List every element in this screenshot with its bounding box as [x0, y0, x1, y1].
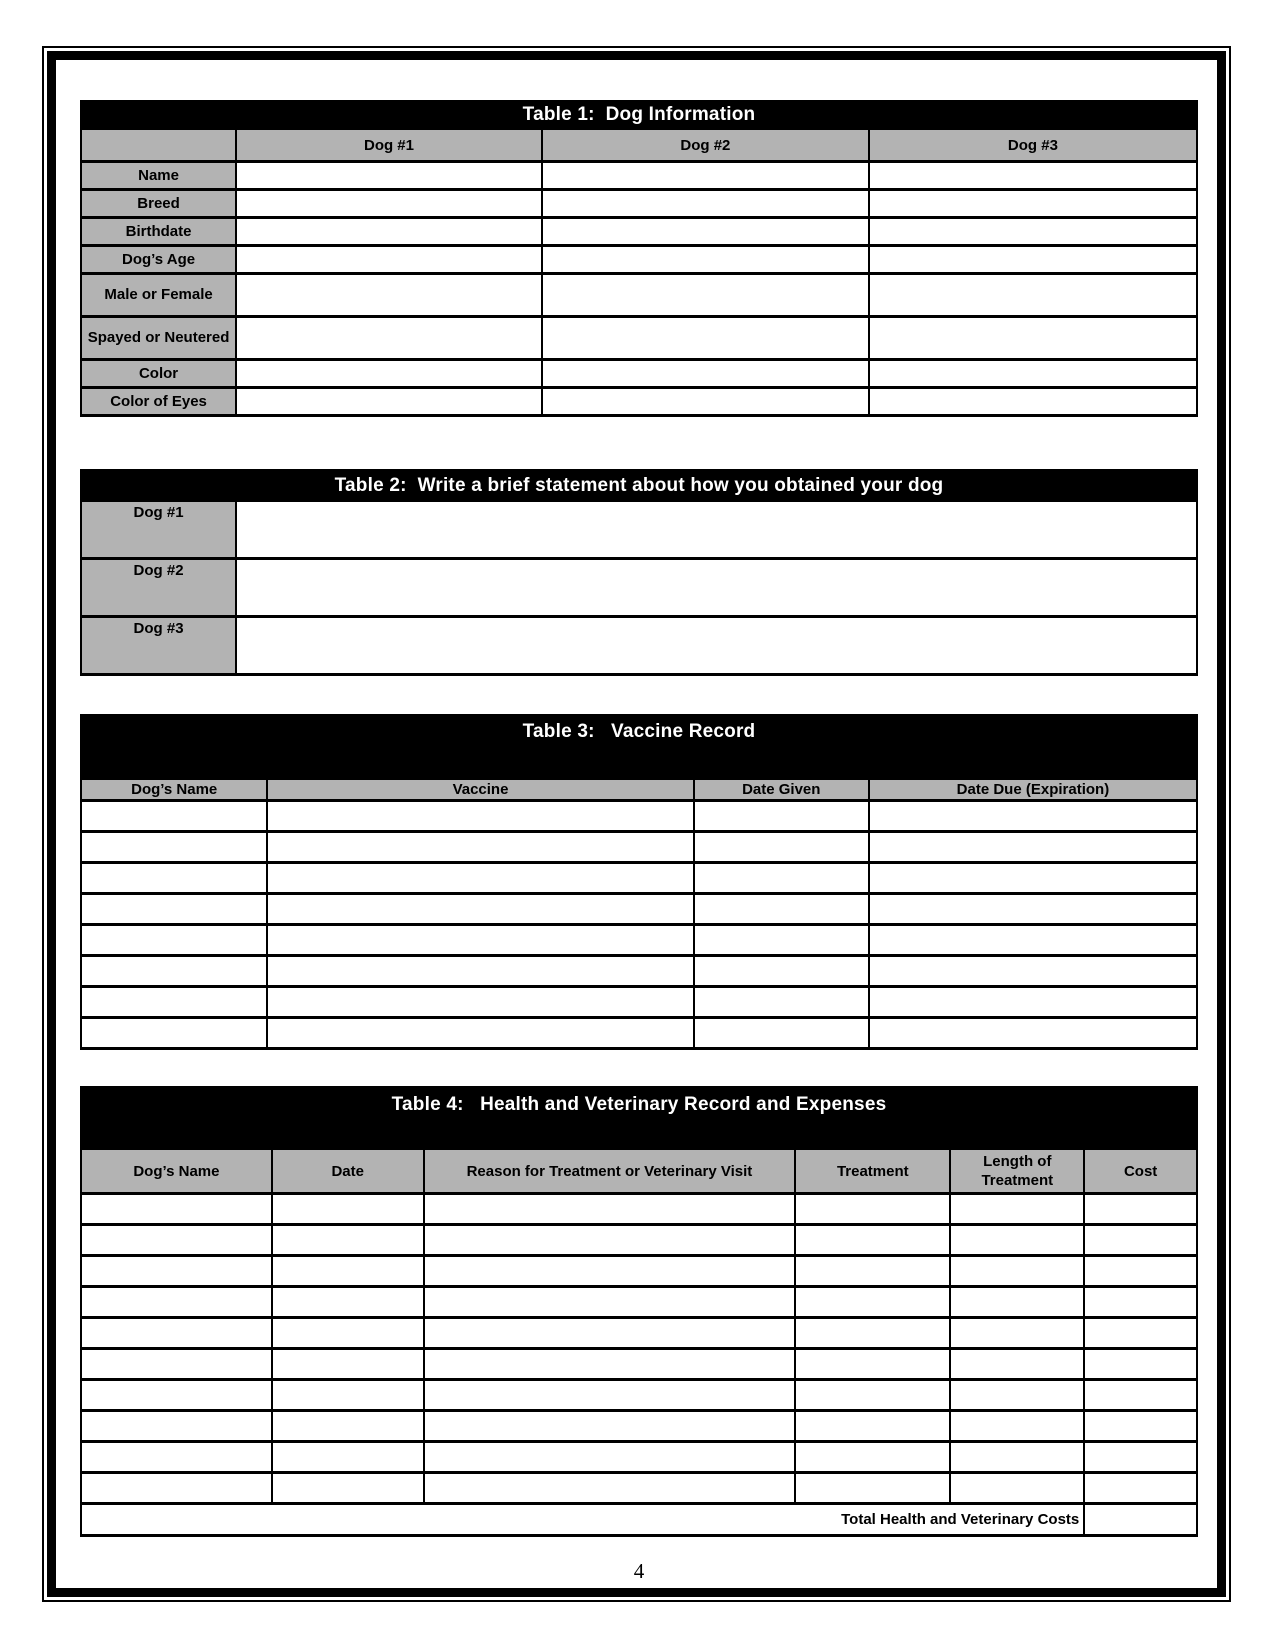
table-4-col-header: Dog’s Name	[81, 1149, 272, 1194]
table-4-total-label: Total Health and Veterinary Costs	[81, 1504, 1084, 1536]
table-3-title-row	[81, 716, 1197, 779]
table-1-empty-cell	[236, 246, 542, 274]
table-3-empty-cell	[267, 925, 693, 956]
table-3-vaccine-record	[80, 714, 1198, 1050]
table-1-empty-cell	[542, 274, 869, 317]
table-2-title-row	[81, 471, 1197, 501]
table-1-empty-cell	[236, 274, 542, 317]
table-4-empty-cell	[81, 1318, 272, 1349]
table-4-empty-cell	[424, 1473, 796, 1504]
table-3-col-header: Date Due (Expiration)	[869, 779, 1197, 801]
table-4-empty-cell	[1084, 1473, 1197, 1504]
table-4-empty-cell	[272, 1473, 424, 1504]
table-4-empty-cell	[424, 1225, 796, 1256]
table-4-row	[81, 1287, 1197, 1318]
table-3-title: Table 3: Vaccine Record	[81, 716, 1197, 779]
table-3-empty-cell	[267, 987, 693, 1018]
table-4-empty-cell	[272, 1194, 424, 1225]
table-4-empty-cell	[424, 1287, 796, 1318]
table-1-empty-cell	[869, 360, 1197, 388]
table-3-col-header: Vaccine	[267, 779, 693, 801]
table-4-total-row	[81, 1504, 1197, 1536]
table-1-empty-cell	[542, 218, 869, 246]
table-3-empty-cell	[81, 925, 267, 956]
table-1-row-label: Dog’s Age	[81, 246, 236, 274]
table-1-dog-information	[80, 100, 1198, 417]
table-4-col-header: Length of Treatment	[950, 1149, 1084, 1194]
table-1-col-header: Dog #3	[869, 129, 1197, 162]
table-2-row-label: Dog #2	[81, 559, 236, 617]
table-1-empty-cell	[869, 218, 1197, 246]
table-4-empty-cell	[81, 1349, 272, 1380]
table-4-empty-cell	[795, 1287, 950, 1318]
table-4-col-header: Reason for Treatment or Veterinary Visit	[424, 1149, 796, 1194]
table-3-empty-cell	[81, 863, 267, 894]
table-4-empty-cell	[795, 1349, 950, 1380]
table-1-row	[81, 317, 1197, 360]
table-3-empty-cell	[694, 1018, 869, 1049]
table-1-empty-cell	[236, 162, 542, 190]
table-4-empty-cell	[1084, 1318, 1197, 1349]
table-1-row	[81, 218, 1197, 246]
table-3-empty-cell	[869, 1018, 1197, 1049]
table-3-empty-cell	[267, 863, 693, 894]
table-4-empty-cell	[950, 1225, 1084, 1256]
table-3-empty-cell	[81, 987, 267, 1018]
table-4-empty-cell	[795, 1194, 950, 1225]
table-4-empty-cell	[950, 1349, 1084, 1380]
table-3-empty-cell	[81, 832, 267, 863]
table-3-row	[81, 956, 1197, 987]
table-4-health-veterinary-record	[80, 1086, 1198, 1537]
table-1-empty-cell	[869, 162, 1197, 190]
table-3-empty-cell	[81, 801, 267, 832]
table-3-row	[81, 987, 1197, 1018]
table-4-row	[81, 1473, 1197, 1504]
table-4-empty-cell	[424, 1256, 796, 1287]
table-1-corner-cell	[81, 129, 236, 162]
table-3-row	[81, 1018, 1197, 1049]
page-outer-border	[42, 46, 1231, 1602]
table-4-empty-cell	[1084, 1380, 1197, 1411]
table-1-row-label: Breed	[81, 190, 236, 218]
table-4-empty-cell	[424, 1318, 796, 1349]
table-3-empty-cell	[81, 894, 267, 925]
table-2-row	[81, 559, 1197, 617]
table-1-empty-cell	[236, 190, 542, 218]
table-3-empty-cell	[694, 987, 869, 1018]
table-4-title-row	[81, 1088, 1197, 1149]
table-2-title: Table 2: Write a brief statement about how you obtained your dog	[81, 471, 1197, 501]
table-2-how-obtained	[80, 469, 1198, 676]
table-3-col-header: Dog’s Name	[81, 779, 267, 801]
table-1-row-label: Color of Eyes	[81, 388, 236, 416]
table-2-statement-cell	[236, 617, 1197, 675]
table-1-empty-cell	[869, 274, 1197, 317]
table-3-row	[81, 894, 1197, 925]
table-1-empty-cell	[542, 190, 869, 218]
table-4-empty-cell	[795, 1256, 950, 1287]
table-3-empty-cell	[694, 956, 869, 987]
table-4-empty-cell	[424, 1411, 796, 1442]
table-4-col-header: Date	[272, 1149, 424, 1194]
table-4-empty-cell	[272, 1380, 424, 1411]
table-4-row	[81, 1349, 1197, 1380]
table-1-column-header-row	[81, 129, 1197, 162]
table-3-empty-cell	[869, 863, 1197, 894]
table-3-empty-cell	[694, 863, 869, 894]
table-3-empty-cell	[869, 987, 1197, 1018]
table-3-empty-cell	[869, 956, 1197, 987]
page-number: 4	[633, 1559, 645, 1583]
table-4-row	[81, 1194, 1197, 1225]
table-1-row	[81, 360, 1197, 388]
table-4-empty-cell	[795, 1442, 950, 1473]
table-4-empty-cell	[1084, 1225, 1197, 1256]
table-3-empty-cell	[267, 801, 693, 832]
table-3-empty-cell	[869, 801, 1197, 832]
table-4-empty-cell	[272, 1256, 424, 1287]
table-3-empty-cell	[869, 925, 1197, 956]
table-4-empty-cell	[795, 1380, 950, 1411]
table-4-empty-cell	[1084, 1194, 1197, 1225]
table-1-empty-cell	[236, 388, 542, 416]
table-1-empty-cell	[542, 317, 869, 360]
table-3-empty-cell	[267, 1018, 693, 1049]
table-2-row	[81, 617, 1197, 675]
table-4-row	[81, 1411, 1197, 1442]
table-1-empty-cell	[236, 317, 542, 360]
table-4-empty-cell	[795, 1411, 950, 1442]
table-4-empty-cell	[424, 1349, 796, 1380]
table-3-empty-cell	[81, 956, 267, 987]
table-4-empty-cell	[424, 1380, 796, 1411]
table-4-empty-cell	[81, 1194, 272, 1225]
table-4-empty-cell	[1084, 1442, 1197, 1473]
table-4-empty-cell	[272, 1442, 424, 1473]
table-4-empty-cell	[950, 1287, 1084, 1318]
table-4-row	[81, 1256, 1197, 1287]
table-1-row-label: Color	[81, 360, 236, 388]
table-4-empty-cell	[81, 1287, 272, 1318]
page-inner-border	[47, 51, 1226, 1597]
table-4-empty-cell	[795, 1225, 950, 1256]
table-4-empty-cell	[272, 1411, 424, 1442]
table-4-row	[81, 1225, 1197, 1256]
table-4-col-header: Cost	[1084, 1149, 1197, 1194]
table-4-empty-cell	[950, 1473, 1084, 1504]
table-3-empty-cell	[869, 894, 1197, 925]
table-1-col-header: Dog #2	[542, 129, 869, 162]
table-4-empty-cell	[1084, 1411, 1197, 1442]
table-1-row-label: Male or Female	[81, 274, 236, 317]
table-1-empty-cell	[542, 360, 869, 388]
table-4-empty-cell	[81, 1256, 272, 1287]
table-4-empty-cell	[81, 1411, 272, 1442]
table-4-empty-cell	[795, 1473, 950, 1504]
table-2-statement-cell	[236, 559, 1197, 617]
table-3-empty-cell	[267, 894, 693, 925]
table-4-empty-cell	[272, 1225, 424, 1256]
table-4-empty-cell	[272, 1318, 424, 1349]
table-4-empty-cell	[424, 1194, 796, 1225]
table-3-row	[81, 801, 1197, 832]
table-3-row	[81, 863, 1197, 894]
table-1-empty-cell	[869, 190, 1197, 218]
table-1-row-label: Birthdate	[81, 218, 236, 246]
table-1-row	[81, 388, 1197, 416]
table-4-empty-cell	[1084, 1349, 1197, 1380]
table-3-row	[81, 925, 1197, 956]
table-4-empty-cell	[81, 1380, 272, 1411]
table-4-empty-cell	[272, 1287, 424, 1318]
table-4-empty-cell	[950, 1256, 1084, 1287]
table-2-row	[81, 501, 1197, 559]
table-1-row-label: Name	[81, 162, 236, 190]
table-1-empty-cell	[236, 218, 542, 246]
table-3-empty-cell	[267, 832, 693, 863]
table-4-empty-cell	[950, 1411, 1084, 1442]
table-3-empty-cell	[694, 832, 869, 863]
table-3-empty-cell	[694, 894, 869, 925]
table-3-empty-cell	[81, 1018, 267, 1049]
table-4-empty-cell	[950, 1194, 1084, 1225]
table-1-title: Table 1: Dog Information	[81, 102, 1197, 129]
table-2-row-label: Dog #1	[81, 501, 236, 559]
table-4-empty-cell	[950, 1318, 1084, 1349]
table-4-col-header: Treatment	[795, 1149, 950, 1194]
table-1-empty-cell	[542, 246, 869, 274]
table-3-col-header: Date Given	[694, 779, 869, 801]
table-4-title: Table 4: Health and Veterinary Record and Expenses	[81, 1088, 1197, 1149]
table-4-empty-cell	[1084, 1256, 1197, 1287]
table-4-row	[81, 1442, 1197, 1473]
table-4-column-header-row	[81, 1149, 1197, 1194]
table-4-empty-cell	[950, 1442, 1084, 1473]
table-4-empty-cell	[81, 1442, 272, 1473]
table-3-row	[81, 832, 1197, 863]
table-2-row-label: Dog #3	[81, 617, 236, 675]
table-4-empty-cell	[424, 1442, 796, 1473]
table-1-row	[81, 246, 1197, 274]
table-4-empty-cell	[81, 1473, 272, 1504]
table-3-empty-cell	[267, 956, 693, 987]
table-1-empty-cell	[236, 360, 542, 388]
table-4-empty-cell	[1084, 1287, 1197, 1318]
table-3-empty-cell	[869, 832, 1197, 863]
table-4-row	[81, 1380, 1197, 1411]
table-1-row	[81, 190, 1197, 218]
table-3-empty-cell	[694, 801, 869, 832]
table-4-empty-cell	[795, 1318, 950, 1349]
table-4-empty-cell	[950, 1380, 1084, 1411]
table-1-row-label: Spayed or Neutered	[81, 317, 236, 360]
table-3-column-header-row	[81, 779, 1197, 801]
table-4-empty-cell	[272, 1349, 424, 1380]
table-1-row	[81, 162, 1197, 190]
table-1-title-row	[81, 102, 1197, 129]
table-1-row	[81, 274, 1197, 317]
table-3-empty-cell	[694, 925, 869, 956]
table-1-empty-cell	[869, 388, 1197, 416]
table-1-empty-cell	[869, 317, 1197, 360]
table-4-row	[81, 1318, 1197, 1349]
table-1-empty-cell	[869, 246, 1197, 274]
table-4-total-cost-cell	[1084, 1504, 1197, 1536]
table-1-empty-cell	[542, 388, 869, 416]
table-1-empty-cell	[542, 162, 869, 190]
table-4-empty-cell	[81, 1225, 272, 1256]
table-2-statement-cell	[236, 501, 1197, 559]
table-1-col-header: Dog #1	[236, 129, 542, 162]
